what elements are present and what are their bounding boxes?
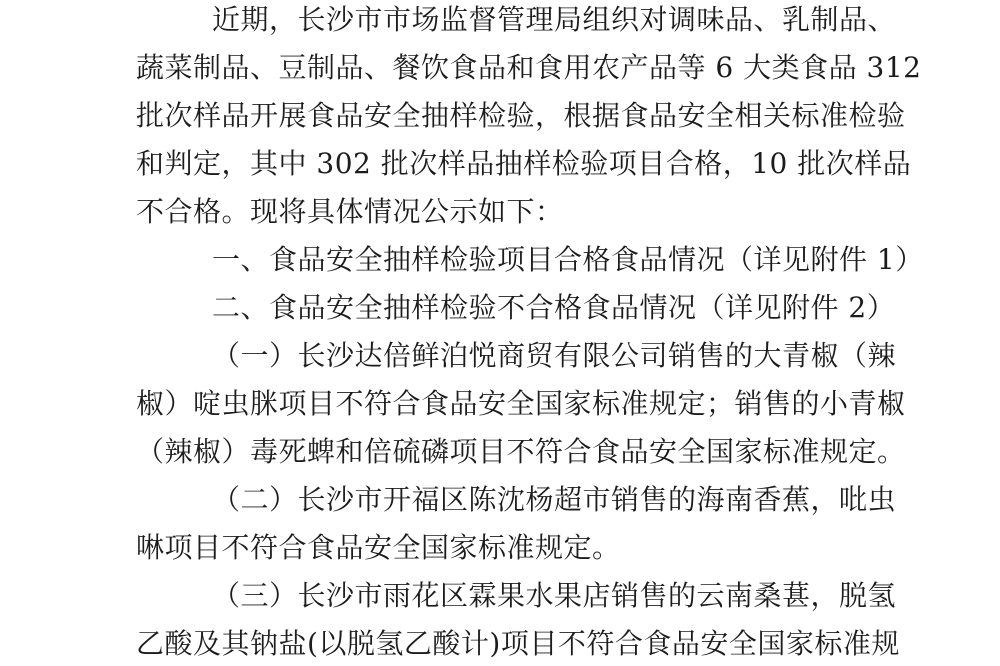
paragraph-line: 啉项目不符合食品安全国家标准规定。	[136, 531, 621, 564]
paragraph-line: 和判定，其中 302 批次样品抽样检验项目合格，10 批次样品	[136, 147, 912, 180]
paragraph-line: 近期，长沙市市场监督管理局组织对调味品、乳制品、	[212, 3, 897, 36]
paragraph-line: （一）长沙达倍鲜泊悦商贸有限公司销售的大青椒（辣	[212, 339, 897, 372]
paragraph-line: 乙酸及其钠盐(以脱氢乙酸计)项目不符合食品安全国家标准规	[136, 627, 900, 660]
section-heading-1: 一、食品安全抽样检验项目合格食品情况（详见附件 1）	[212, 243, 924, 276]
paragraph-line: （辣椒）毒死蜱和倍硫磷项目不符合食品安全国家标准规定。	[136, 435, 906, 468]
paragraph-line: 椒）啶虫脒项目不符合食品安全国家标准规定；销售的小青椒	[136, 387, 906, 420]
paragraph-line: （二）长沙市开福区陈沈杨超市销售的海南香蕉，吡虫	[212, 483, 897, 516]
section-heading-2: 二、食品安全抽样检验不合格食品情况（详见附件 2）	[212, 291, 896, 324]
paragraph-line: （三）长沙市雨花区霖果水果店销售的云南桑葚，脱氢	[212, 579, 897, 612]
paragraph-line: 蔬菜制品、豆制品、餐饮食品和食用农产品等 6 大类食品 312	[136, 51, 922, 84]
paragraph-line: 不合格。现将具体情况公示如下：	[136, 195, 564, 228]
paragraph-line: 批次样品开展食品安全抽样检验，根据食品安全相关标准检验	[136, 99, 906, 132]
